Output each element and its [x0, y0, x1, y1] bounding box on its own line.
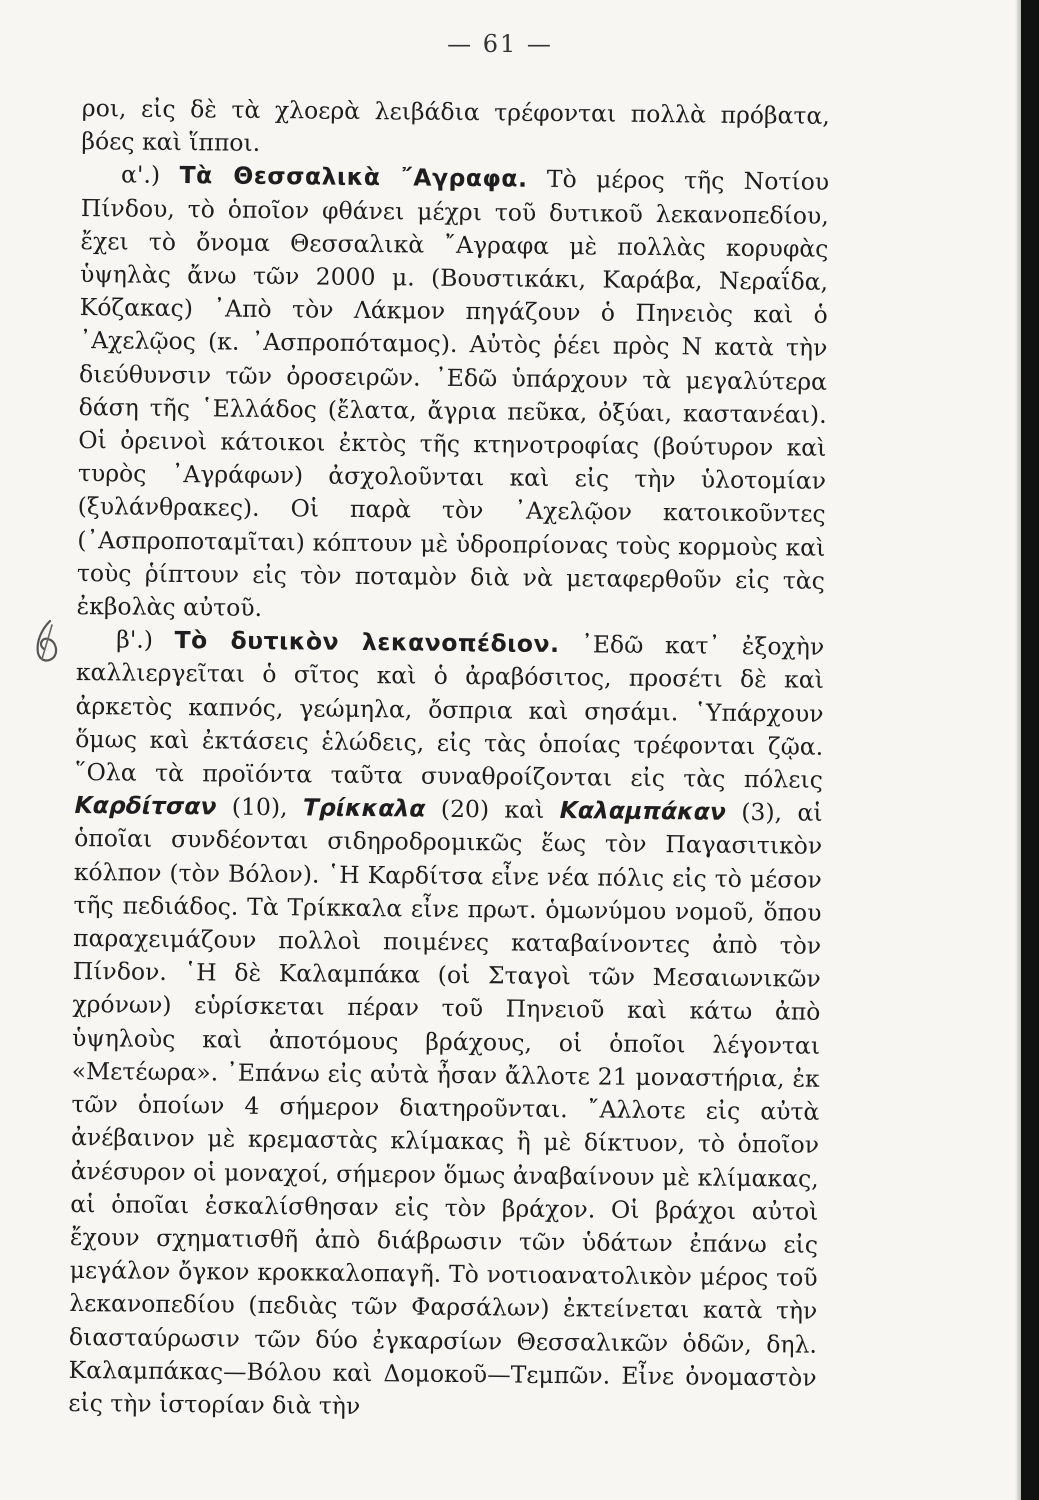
page-edge — [1021, 0, 1039, 1500]
paragraph-text-part: (10), — [216, 792, 304, 822]
paragraph-continuation: ροι, εἰς δὲ τὰ χλοερὰ λειβάδια τρέφονται πολλὰ πρόβατα, βόες καὶ ἵπποι. — [81, 93, 830, 158]
section-label: β'.) — [116, 625, 154, 655]
handwritten-pencil-mark-icon — [28, 617, 68, 667]
page-number: — 61 — — [447, 30, 553, 58]
section-label: α'.) — [120, 160, 161, 190]
paragraph-western-basin — [68, 623, 824, 1428]
paragraph-agrafa — [76, 158, 829, 631]
section-heading-western-basin: Τὸ δυτικὸν λεκανοπέδιον. — [174, 626, 560, 659]
paragraph-text-part: ᾿Εδῶ κατ᾿ ἐξοχὴν καλλιεργεῖται ὁ σῖτος καὶ ὁ ἀραβόσιτος, προσέτι δὲ καὶ ἀρκετὸς καπνός, γεώμηλα, ὄσπρια καὶ σησάμι. ῾Υπάρχουν ὅμως καὶ ἐκτάσεις ἑλώδεις, εἰς τὰς ὁποίας τρέφονται ζῷα. ῞Ολα τὰ προϊόντα ταῦτα συναθροίζονται εἰς τὰς πόλεις — [74, 630, 825, 794]
city-karditsa: Καρδίτσαν — [74, 791, 217, 821]
page-text — [68, 92, 830, 1428]
city-kalampaka: Καλαμπάκαν — [559, 796, 727, 827]
paragraph-agrafa-text: Τὸ μέρος τῆς Νοτίου Πίνδου, τὸ ὁποῖον φθάνει μέχρι τοῦ δυτικοῦ λεκανοπεδίου, ἔχει τὸ ὄνομα Θεσσαλικὰ ῎Αγραφα μὲ πολλὰς κορυφὰς ὑψηλὰς ἄνω τῶν 2000 μ. (Βουστικάκι, Καράβα, Νεραΐδα, Κόζακας) ᾿Απὸ τὸν Λάκμον πηγάζουν ὁ Πηνειὸς καὶ ὁ ᾿Αχελῷος (κ. ᾿Ασπροπόταμος). Αὐτὸς ῥέει πρὸς Ν κατὰ τὴν διεύθυνσιν τῶν ὀροσειρῶν. ᾿Εδῶ ὑπάρχουν τὰ μεγαλύτερα δάση τῆς ῾Ελλάδος (ἔλατα, ἄγρια πεῦκα, ὀξύαι, καστανέαι). Οἱ ὀρεινοὶ κάτοικοι ἐκτὸς τῆς κτηνοτροφίας (βούτυρον καὶ τυρὸς ᾿Αγράφων) ἀσχολοῦνται καὶ εἰς τὴν ὑλοτομίαν (ξυλάνθρακες). Οἱ παρὰ τὸν ᾿Αχελῷον κατοικοῦντες (᾿Ασπροποταμῖται) κόπτουν μὲ ὑδροπρίονας τοὺς κορμοὺς καὶ τοὺς ῥίπτουν εἰς τὸν ποταμὸν διὰ νὰ μεταφερθοῦν εἰς τὰς ἐκβολὰς αὐτοῦ. — [76, 165, 830, 622]
paragraph-text-part: (3), αἱ ὁποῖαι συνδέονται σιδηροδρομικῶς ἕως τὸν Παγασιτικὸν κόλπον (τὸν Βόλον). ῾Η Καρδίτσα εἶνε νέα πόλις εἰς τὸ μέσον τῆς πεδιάδος. Τὰ Τρίκκαλα εἶνε πρωτ. ὁμωνύμου νομοῦ, ὅπου παραχειμάζουν πολλοὶ ποιμένες καταβαίνοντες ἀπὸ τὸν Πίνδον. ῾Η δὲ Καλαμπάκα (οἱ Σταγοὶ τῶν Μεσαιωνικῶν χρόνων) εὑρίσκεται πέραν τοῦ Πηνειοῦ καὶ κάτω ἀπὸ ὑψηλοὺς καὶ ἀποτόμους βράχους, οἱ ὁποῖοι λέγονται «Μετέωρα». ᾿Επάνω εἰς αὐτὰ ἦσαν ἄλλοτε 21 μοναστήρια, ἐκ τῶν ὁποίων 4 σήμερον διατηροῦνται. ῎Αλλοτε εἰς αὐτὰ ἀνέβαινον μὲ κρεμαστὰς κλίμακας ἢ μὲ δίκτυον, τὸ ὁποῖον ἀνέσυρον οἱ μοναχοί, σήμερον ὅμως ἀναβαίνουν μὲ κλίμακας, αἱ ὁποῖαι ἐσκαλίσθησαν εἰς τὸν βράχον. Οἱ βράχοι αὐτοὶ ἔχουν σχηματισθῆ ἀπὸ διάβρωσιν τῶν ὑδάτων ἐπάνω εἰς μεγάλον ὄγκον κροκκαλοπαγῆ. Τὸ νοτιοανατολικὸν μέρος τοῦ λεκανοπεδίου (πεδιὰς τῶν Φαρσάλων) ἐκτείνεται κατὰ τὴν διασταύρωσιν τῶν δύο ἐγκαρσίων Θεσσαλικῶν ὁδῶν, δηλ. Καλαμπάκας—Βόλου καὶ Δομοκοῦ—Τεμπῶν. Εἶνε ὀνομαστὸν εἰς τὴν ἱστορίαν διὰ τὴν — [68, 798, 823, 1420]
section-heading-agrafa: Τὰ Θεσσαλικὰ ῎Αγραφα. — [179, 161, 528, 194]
paragraph-text-part: (20) καὶ — [425, 794, 560, 825]
city-trikala: Τρίκκαλα — [302, 793, 426, 823]
